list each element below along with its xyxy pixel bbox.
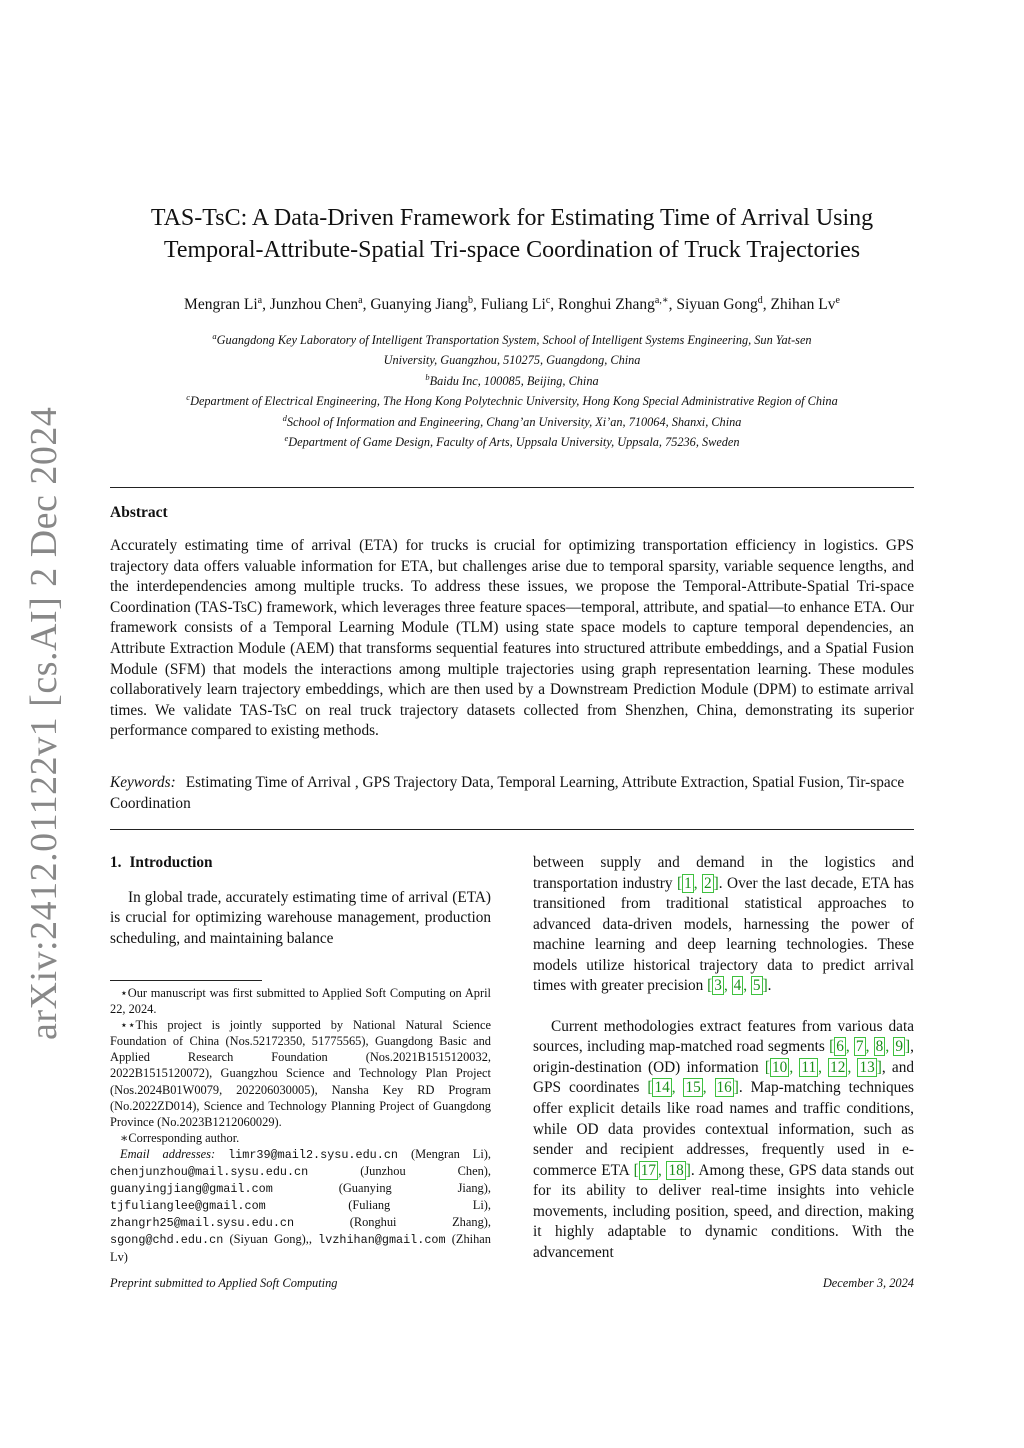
citation-link[interactable]: 3 xyxy=(714,977,722,995)
footnote-corresponding: ∗Corresponding author. xyxy=(120,1130,240,1145)
keywords-text: Estimating Time of Arrival , GPS Trajectory Data, Temporal Learning, Attribute Extraction, Spatial Fusion, Tir-space Coordination xyxy=(110,774,905,812)
author: Fuliang Li$^c$ xyxy=(480,295,551,314)
footnote-funding: ⋆⋆This project is jointly supported by National Natural Science Foundation of China (Nos.52172350, 51775565), Guangdong Basic and Applied Research Foundation (Nos.2021B1515120032, 2022B1515120072), Guangzhou Science and Technology Plan Project (Nos.2024B01W0079, 202206030005), Nansha Key RD Program (No.2022ZD014), Science and Technology Planning Project of Guangdong Province (No.2023B1212060029). xyxy=(110,1018,491,1129)
arxiv-stamp: arXiv:2412.01122v1 [cs.AI] 2 Dec 2024 xyxy=(23,406,65,1040)
footnote-rule xyxy=(110,980,262,981)
keywords xyxy=(110,773,914,814)
email-link[interactable]: lvzhihan@gmail.com xyxy=(318,1233,446,1248)
email-link[interactable]: tjfulianglee@gmail.com xyxy=(110,1199,266,1214)
citation-link[interactable]: 5 xyxy=(752,977,761,995)
citation-link[interactable]: 11 xyxy=(801,1058,817,1076)
citation-link[interactable]: 8 xyxy=(875,1038,884,1056)
footnotes xyxy=(110,985,491,1265)
author: Zhihan Lv$^e$ xyxy=(770,295,840,314)
citation-link[interactable]: 2 xyxy=(704,874,712,892)
citation-link[interactable]: 6 xyxy=(836,1038,844,1056)
footnote-emails: Email addresses: limr39@mail2.sysu.edu.cn (Mengran Li), chenjunzhou@mail.sysu.edu.cn (Junzhou Chen), guanyingjiang@gmail.com (Guanying Jiang), tjfulianglee@gmail.com (Fuliang Li), zhangrh25@mail.sysu.edu.cn (Ronghui Zhang), sgong@chd.edu.cn (Siyuan Gong),, lvzhihan@gmail.com (Zhihan Lv) xyxy=(110,1146,492,1264)
title-line-1: TAS-TsC: A Data-Driven Framework for Estimating Time of Arrival Using xyxy=(150,205,874,231)
author: Ronghui Zhang$^{a,∗}$ xyxy=(558,295,669,314)
citation-link[interactable]: 7 xyxy=(855,1038,864,1056)
author: Guanying Jiang$^b$ xyxy=(370,295,474,314)
intro-paragraph-3: Current methodologies extract features from various data sources, including map-matched road segments [ 6 , 7 , 8 , 9 ], origin-destination (OD) information [ 10 , 11 , 12 , 13 ], and GPS coordinates [ 14 , 15 , 16 ]. Map-matching techniques offer explicit details like road names and traffic conditions, while OD data provides contextual information, such as sender and recipient addresses, frequently used in e-commerce ETA [ 17 , 18 ]. Among these, GPS data stands out for its ability to deliver real-time insights into vehicle movements, including position, speed, and direction, making it highly adaptable to dynamic conditions. With the advancement xyxy=(533,1017,915,1261)
affiliation: $^c$Department of Electrical Engineering, The Hong Kong Polytechnic University, Hong Kong Special Administrative Region of China xyxy=(186,392,838,409)
paper-title xyxy=(110,202,914,266)
citation-link[interactable]: 10 xyxy=(772,1058,788,1076)
citation-link[interactable]: 1 xyxy=(684,874,692,892)
intro-paragraph-1: In global trade, accurately estimating time of arrival (ETA) is crucial for optimizing warehouse management, production scheduling, and maintaining balance xyxy=(110,888,491,947)
affiliation: $^b$Baidu Inc, 100085, Beijing, China xyxy=(425,371,599,388)
author: Siyuan Gong$^d$ xyxy=(676,295,763,314)
email-link[interactable]: sgong@chd.edu.cn xyxy=(110,1233,224,1248)
author-list: Mengran Li$^a$, Junzhou Chen$^a$, Guanying Jiang$^b$, Fuliang Li$^c$, Ronghui Zhang$^{a,∗}$, Siyuan Gong$^d$, Zhihan Lv$^e$ xyxy=(184,295,840,314)
affiliation: $^e$Department of Game Design, Faculty of Arts, Uppsala University, Uppsala, 75236, Sweden xyxy=(284,432,740,450)
abstract-text: Accurately estimating time of arrival (ETA) for trucks is crucial for optimizing transportation efficiency in logistics. GPS trajectory data offers valuable information for ETA, but challenges arise due to temporal sparsity, variable sequence lengths, and the interdependencies among multiple trucks. To address these issues, we propose the Temporal-Attribute-Spatial Tri-space Coordination (TAS-TsC) framework, which leverages three feature spaces—temporal, attribute, and spatial—to enhance ETA. Our framework consists of a Temporal Learning Module (TLM) using state space models to capture temporal dependencies, an Attribute Extraction Module (AEM) that transforms sequential features into structured attribute embeddings, and a Spatial Fusion Module (SFM) that models the interactions among multiple trajectories using graph representation learning. These modules collaboratively learn trajectory embeddings, which are then used by a Downstream Prediction Module (DPM) to estimate arrival times. We validate TAS-TsC on real truck trajectory datasets collected from Shenzhen, China, demonstrating its superior performance compared to existing methods. xyxy=(110,537,914,740)
author: Mengran Li$^a$ xyxy=(184,295,263,314)
left-column xyxy=(110,853,491,949)
footer-date: December 3, 2024 xyxy=(822,1276,914,1290)
abstract-heading: Abstract xyxy=(110,504,168,521)
abstract-bottom-rule xyxy=(110,829,914,830)
email-link[interactable]: guanyingjiang@gmail.com xyxy=(110,1182,273,1197)
citation-link[interactable]: 4 xyxy=(733,977,742,995)
section-heading-introduction: 1. Introduction xyxy=(110,854,213,871)
email-link[interactable]: chenjunzhou@mail.sysu.edu.cn xyxy=(110,1165,309,1180)
citation-link[interactable]: 14 xyxy=(654,1079,670,1097)
affiliation: $^a$Guangdong Key Laboratory of Intelligent Transportation System, School of Intelligent Systems Engineering, Sun Yat-sen xyxy=(212,331,812,348)
email-link[interactable]: limr39@mail2.sysu.edu.cn xyxy=(228,1147,398,1162)
title-line-2: Temporal-Attribute-Spatial Tri-space Coordination of Truck Trajectories xyxy=(163,237,861,263)
citation-link[interactable]: 18 xyxy=(668,1161,684,1179)
citation-link[interactable]: 12 xyxy=(830,1058,846,1076)
footnote-submission: ⋆Our manuscript was first submitted to Applied Soft Computing on April 22, 2024. xyxy=(110,986,491,1017)
affiliation-list xyxy=(110,328,914,450)
affiliation: University, Guangzhou, 510275, Guangdong, China xyxy=(383,353,641,368)
author: Junzhou Chen$^a$ xyxy=(269,295,363,314)
abstract-top-rule xyxy=(110,487,914,488)
citation-link[interactable]: 15 xyxy=(685,1079,701,1097)
citation-link[interactable]: 16 xyxy=(716,1079,732,1097)
email-link[interactable]: zhangrh25@mail.sysu.edu.cn xyxy=(110,1216,295,1231)
keywords-label: Keywords: xyxy=(110,774,176,791)
citation-link[interactable]: 9 xyxy=(895,1038,904,1056)
citation-link[interactable]: 17 xyxy=(640,1161,656,1179)
citation-link[interactable]: 13 xyxy=(859,1058,875,1076)
right-column xyxy=(533,853,914,1263)
affiliation: $^d$School of Information and Engineering, Chang’an University, Xi’an, 710064, Shanxi, China xyxy=(282,412,742,429)
footer-preprint-note: Preprint submitted to Applied Soft Computing xyxy=(110,1276,338,1290)
intro-paragraph-2: between supply and demand in the logistics and transportation industry [ 1 , 2 ]. Over the last decade, ETA has transitioned from traditional statistical approaches to advanced data-driven models, harnessing the power of machine learning and deep learning technologies. These models utilize historical trajectory data to predict arrival times with greater precision [ 3 , 4 , 5 ]. xyxy=(533,854,914,995)
